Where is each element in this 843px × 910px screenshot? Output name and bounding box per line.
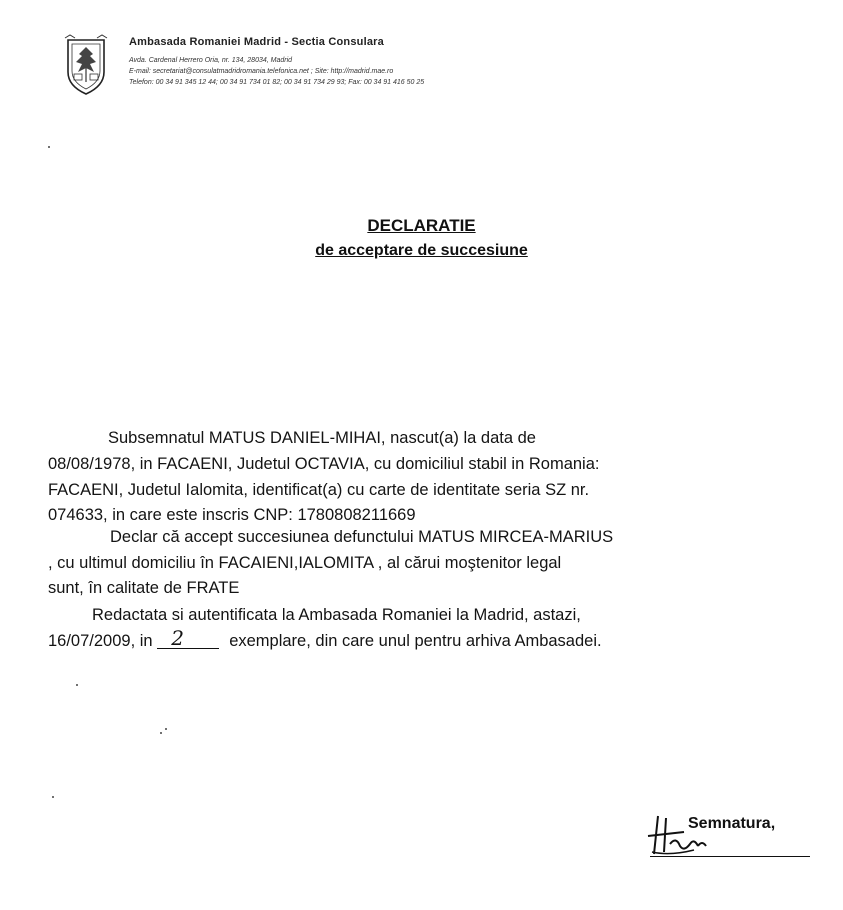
scan-speck xyxy=(160,732,162,734)
declaration-line: FACAENI, Judetul Ialomita, identificat(a) cu carte de identitate seria SZ nr. xyxy=(48,481,590,499)
declaration-line: 074633, in care este inscris CNP: 1780808211669 xyxy=(48,506,416,524)
scan-speck xyxy=(76,684,78,686)
document-title: DECLARATIE xyxy=(367,216,476,235)
copies-text: exemplare, din care unul pentru arhiva Ambasadei. xyxy=(229,632,602,650)
copies-blank xyxy=(157,626,219,650)
declaration-line: 08/08/1978, in FACAENI, Judetul OCTAVIA, cu domiciliul stabil in Romania: xyxy=(48,455,600,473)
signature-line xyxy=(650,856,810,857)
institution-name: Ambasada Romaniei Madrid - Sectia Consulara xyxy=(129,36,384,48)
embassy-email-site: E-mail: secretariat@consulatmadridromania.telefonica.net ; Site: http://madrid.mae.ro xyxy=(129,68,394,75)
declaration-line: Redactata si autentificata la Ambasada Romaniei la Madrid, astazi, xyxy=(92,606,581,624)
letterhead xyxy=(62,34,782,104)
scan-speck xyxy=(48,146,50,148)
declaration-last-line xyxy=(48,626,602,651)
copies-handwritten: 2 xyxy=(171,626,184,650)
declaration-line: Subsemnatul MATUS DANIEL-MIHAI, nascut(a) la data de xyxy=(108,429,536,447)
date-place-text: 16/07/2009, in xyxy=(48,632,153,650)
signature-label: Semnatura, xyxy=(688,815,776,832)
document-subtitle: de acceptare de succesiune xyxy=(315,242,528,259)
embassy-phones: Telefon: 00 34 91 345 12 44; 00 34 91 734 01 82; 00 34 91 734 29 93; Fax: 00 34 91 416 50 25 xyxy=(129,79,425,86)
coat-of-arms-icon xyxy=(62,34,110,96)
scan-speck xyxy=(165,728,167,730)
embassy-address: Avda. Cardenal Herrero Oria, nr. 134, 28034, Madrid xyxy=(129,57,293,64)
declaration-line: , cu ultimul domiciliu în FACAIENI,IALOMITA , al cărui moştenitor legal xyxy=(48,554,562,572)
declaration-line: sunt, în calitate de FRATE xyxy=(48,579,240,597)
scan-speck xyxy=(52,796,54,798)
declaration-line: Declar că accept succesiunea defunctului MATUS MIRCEA-MARIUS xyxy=(110,528,614,546)
